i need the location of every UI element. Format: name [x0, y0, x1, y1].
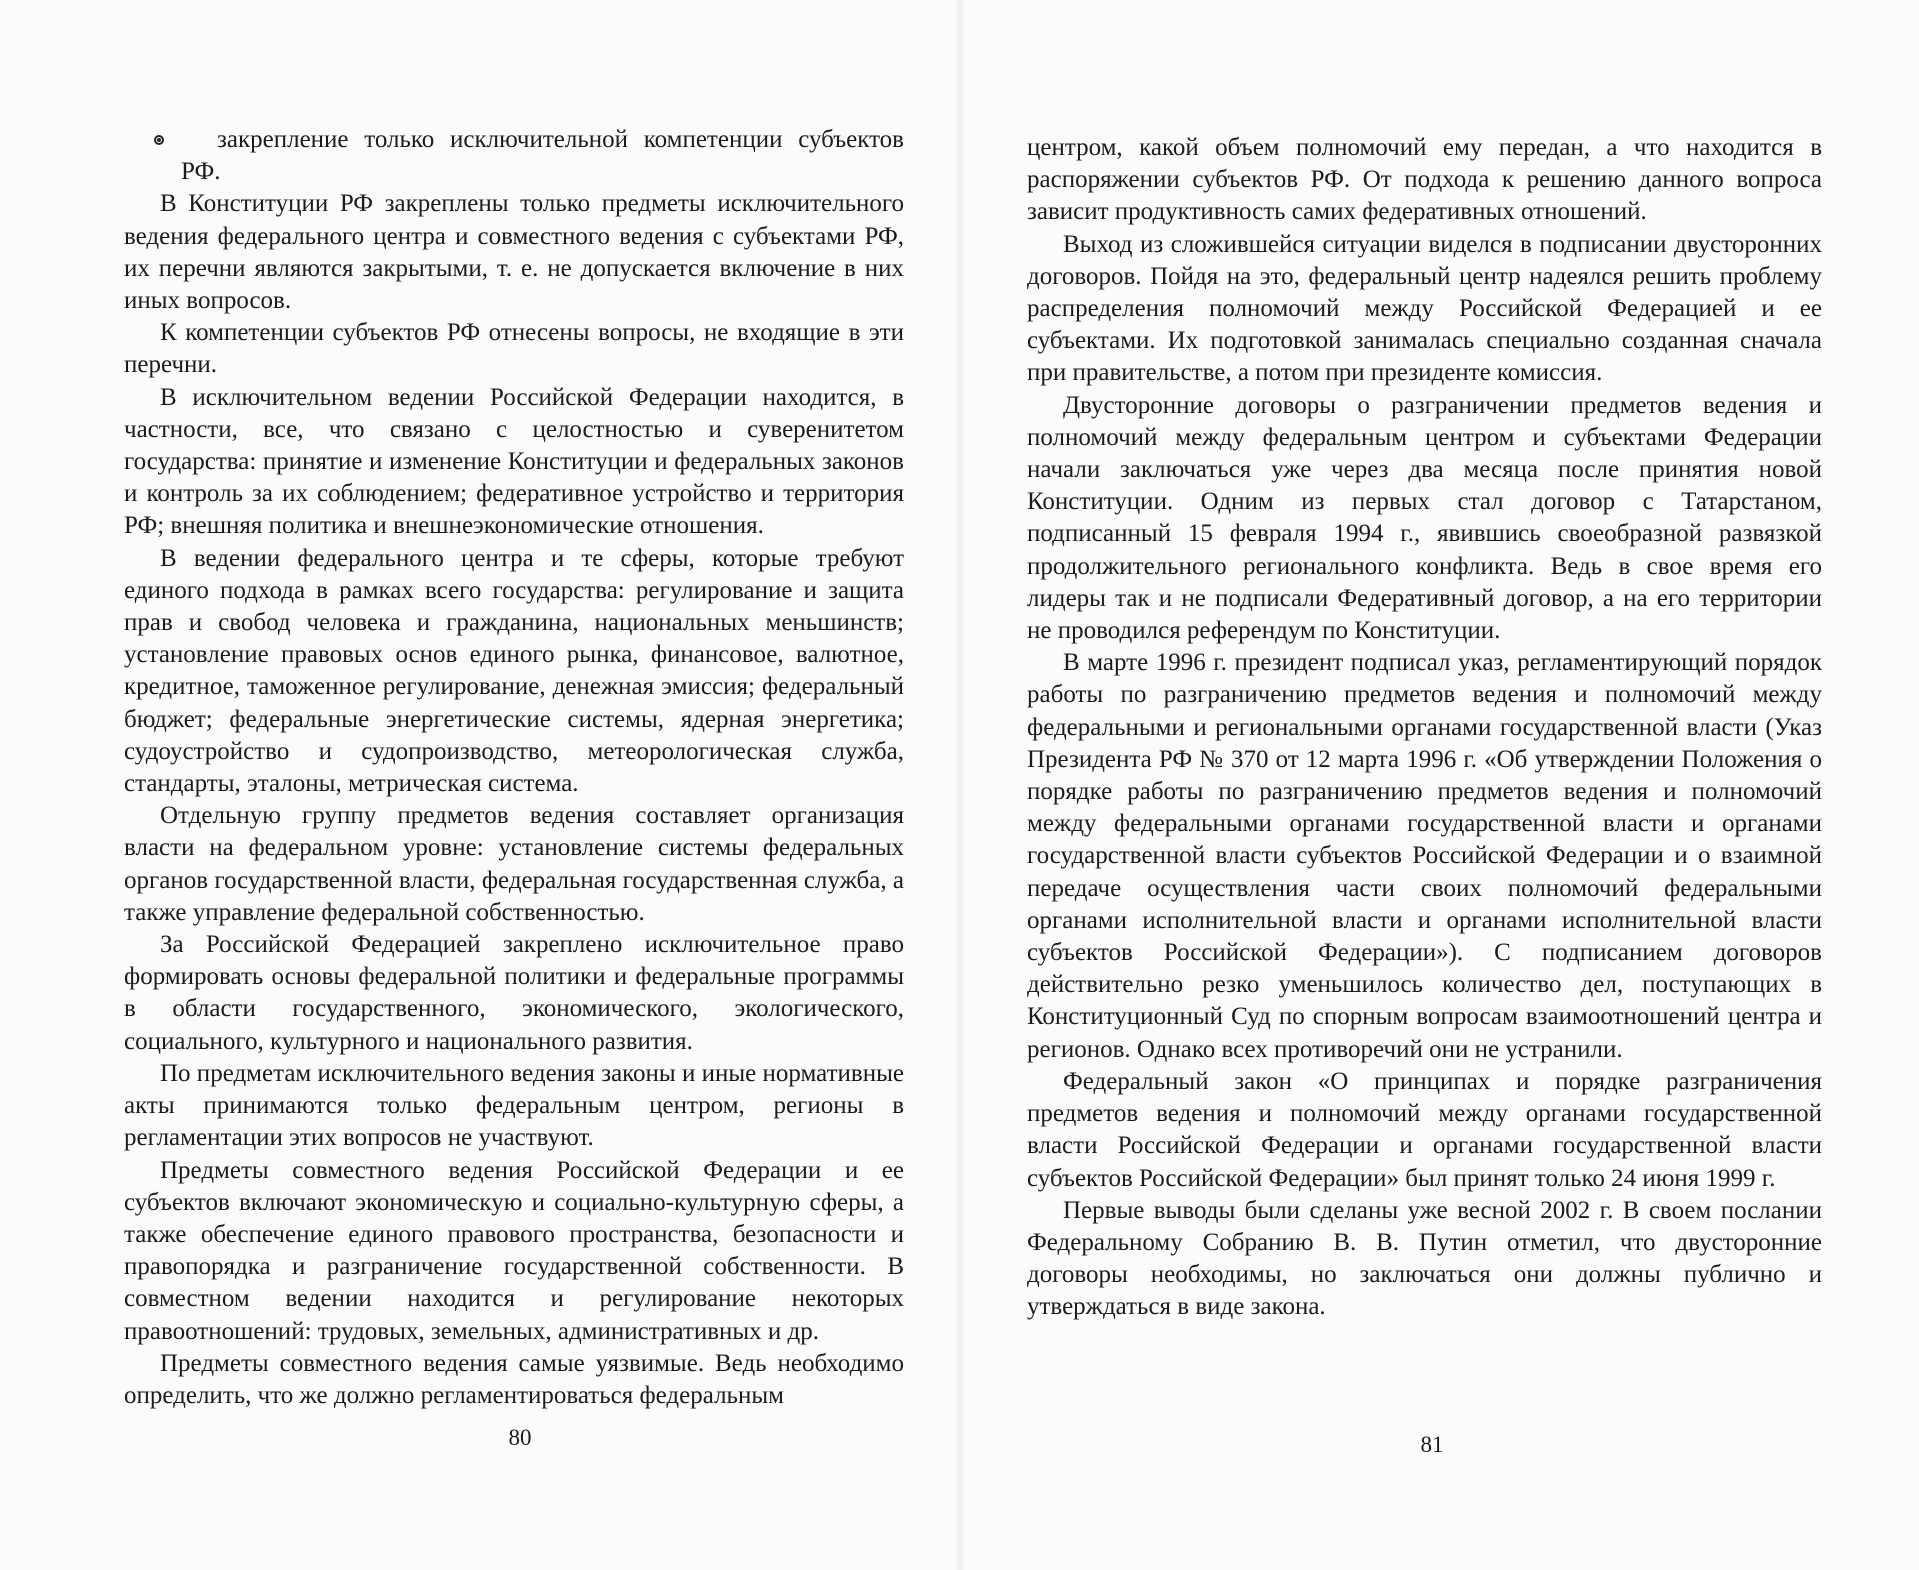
paragraph: В Конституции РФ закреплены только предметы исключительного ведения федерального центра и совместного ведения с субъектами РФ, их перечни являются закрытыми, т. е. не допускается включение в них иных вопросов. [124, 190, 904, 315]
page-number: 80 [508, 1425, 532, 1450]
page-number: 81 [1420, 1432, 1444, 1457]
paragraph: Предметы совместного ведения самые уязвимые. Ведь необходимо определить, что же должно регламентироваться федеральным [124, 1349, 904, 1409]
paragraph: Первые выводы были сделаны уже весной 2002 г. В своем послании Федеральному Собранию В. В. Путин отметил, что двусторонние договоры необходимы, но заключаться они должны публично и утверждаться в виде закона. [1027, 1196, 1822, 1321]
left-page-text [124, 124, 904, 1412]
paragraph: Отдельную группу предметов ведения составляет организация власти на федеральном уровне: установление системы федеральных органов государственной власти, федеральная государственная служба, а также управление федеральной собственностью. [124, 802, 904, 926]
bullet-icon [154, 135, 164, 145]
right-page-text [1027, 132, 1822, 1324]
paragraph: Предметы совместного ведения Российской Федерации и ее субъектов включают экономическую и социально-культурную сферы, а также обеспечение единого правового пространства, безопасности и правопорядка и разграничение государственной собственности. В совместном ведении находится и регулирование некоторых правоотношений: трудовых, земельных, административных и др. [124, 1156, 904, 1345]
paragraph: За Российской Федерацией закреплено исключительное право формировать основы федеральной политики и федеральные программы в области государственного, экономического, экологического, социального, культурного и национального развития. [124, 931, 904, 1055]
paragraph: В исключительном ведении Российской Федерации находится, в частности, все, что связано с целостностью и суверенитетом государства: принятие и изменение Конституции и федеральных законов и контроль за их соблюдением; федеративное устройство и территория РФ; внешняя политика и внешнеэкономические отношения. [124, 383, 904, 540]
paragraph: К компетенции субъектов РФ отнесены вопросы, не входящие в эти перечни. [124, 319, 904, 379]
paragraph: В марте 1996 г. президент подписал указ, регламентирующий порядок работы по разграничению предметов ведения и полномочий между федеральными и региональными органами государственной власти (Указ Президента РФ № 370 от 12 марта 1996 г. «Об утверждении Положения о порядке работы по разграничению предметов ведения и полномочий между федеральными органами государственной власти и органами государственной власти субъектов Российской Федерации и о взаимной передаче осуществления части своих полномочий федеральными органами исполнительной власти и органами исполнительной власти субъектов Российской Федерации»). С подписанием договоров действительно резко уменьшилось количество дел, поступающих в Конституционный Суд по спорным вопросам взаимоотношений центра и регионов. Однако всех противоречий они не устранили. [1027, 649, 1822, 1063]
paragraph: По предметам исключительного ведения законы и иные нормативные акты принимаются только федеральным центром, регионы в регламентации этих вопросов не участвуют. [124, 1059, 904, 1152]
bullet-text: закрепление только исключительной компетенции субъектов РФ. [181, 126, 904, 186]
paragraph: Двусторонние договоры о разграничении предметов ведения и полномочий между федеральным центром и субъектами Федерации начали заключаться уже через два месяца после принятия новой Конституции. Одним из первых стал договор с Татарстаном, подписанный 15 февраля 1994 г., явившись своеобразной развязкой продолжительного регионального конфликта. Ведь в свое время его лидеры так и не подписали Федеративный договор, а на его территории не проводился референдум по Конституции. [1027, 391, 1822, 645]
right-page [960, 0, 1919, 1570]
bullet-item [124, 124, 904, 188]
paragraph: В ведении федерального центра и те сферы, которые требуют единого подхода в рамках всего государства: регулирование и защита прав и свобод человека и гражданина, национальных меньшинств; установление правовых основ единого рынка, финансовое, валютное, кредитное, таможенное регулирование, денежная эмиссия; федеральный бюджет; федеральные энергетические системы, ядерная энергетика; судоустройство и судопроизводство, метеорологическая служба, стандарты, эталоны, метрическая система. [124, 544, 904, 798]
paragraph-continuation: центром, какой объем полномочий ему передан, а что находится в распоряжении субъектов РФ. От подхода к решению данного вопроса зависит продуктивность самих федеративных отношений. [1027, 134, 1822, 226]
paragraph: Выход из сложившейся ситуации виделся в подписании двусторонних договоров. Пойдя на это, федеральный центр надеялся решить проблему распределения полномочий между Российской Федерацией и ее субъектами. Их подготовкой занималась специально созданная сначала при правительстве, а потом при президенте комиссия. [1027, 230, 1822, 387]
paragraph: Федеральный закон «О принципах и порядке разграничения предметов ведения и полномочий между органами государственной власти Российской Федерации и органами государственной власти субъектов Российской Федерации» был принят только 24 июня 1999 г. [1027, 1067, 1822, 1192]
